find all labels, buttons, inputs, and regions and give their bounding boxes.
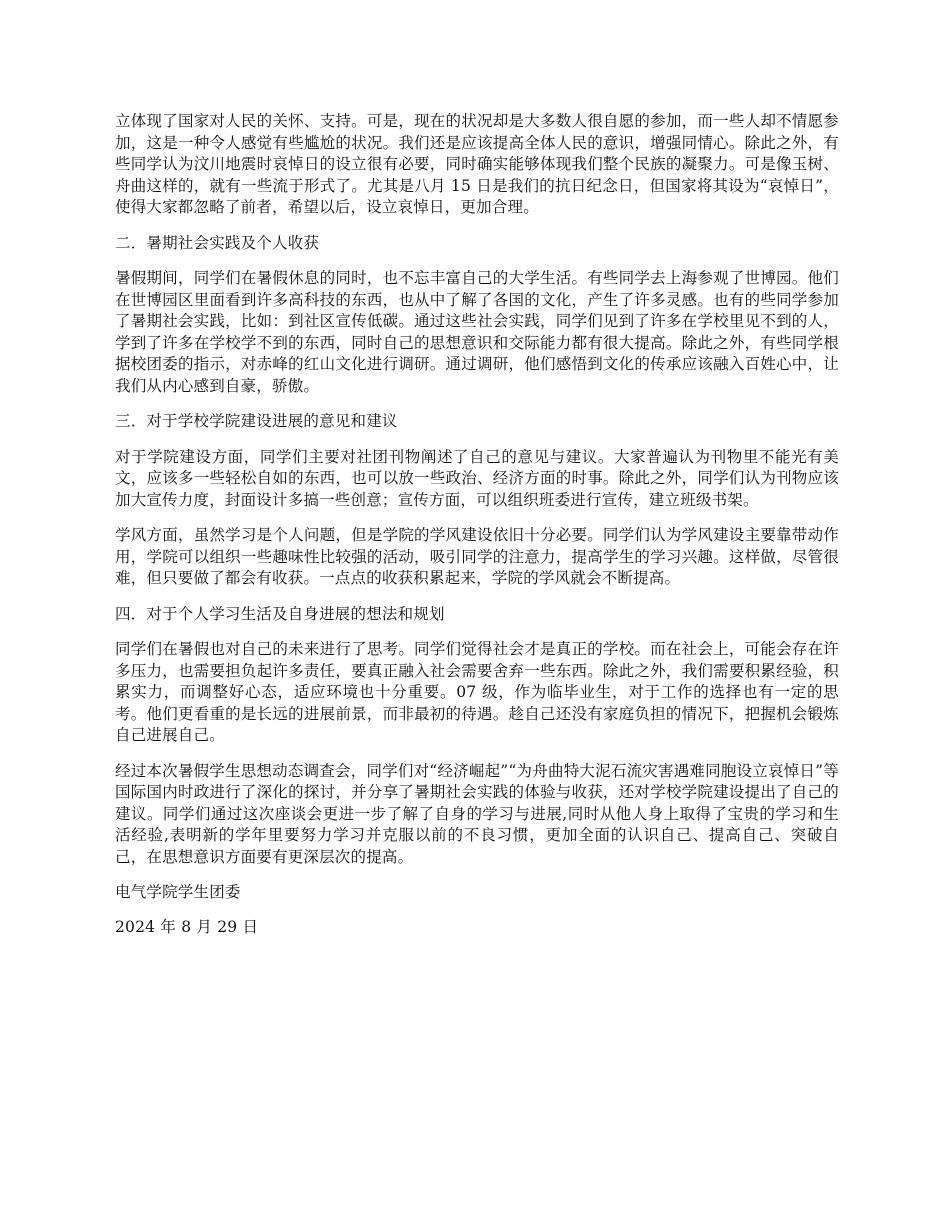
signature-date: 2024 年 8 月 29 日 — [115, 917, 259, 936]
paragraph-personal-plans: 同学们在暑假也对自己的未来进行了思考。同学们觉得社会才是真正的学校。而在社会上，可能会存在许多压力，也需要担负起许多责任，要真正融入社会需要舍弃一些东西。除此之外，我们需要积累经验，积累实力，而调整好心态，适应环境也十分重要。07 级，作为临毕业生，对于工作的选择也有一定的思考。他们更看重的是长远的进展前景，而非最初的待遇。趁自己还没有家庭负担的情况下，把握机会锻炼自己进展自己。 — [115, 640, 839, 744]
paragraph-college-construction: 对于学院建设方面，同学们主要对社团刊物阐述了自己的意见与建议。大家普遍认为刊物里不能光有美文，应该多一些轻松自如的东西，也可以放一些政治、经济方面的时事。除此之外，同学们认为刊物应该加大宣传力度，封面设计多搞一些创意；宣传方面，可以组织班委进行宣传，建立班级书架。 — [115, 447, 839, 509]
paragraph-mourning-day: 立体现了国家对人民的关怀、支持。可是，现在的状况却是大多数人很自愿的参加，而一些人却不情愿参加，这是一种令人感觉有些尴尬的状况。我们还是应该提高全体人民的意识，增强同情心。除此之外，有些同学认为汶川地震时哀悼日的设立很有必要，同时确实能够体现我们整个民族的凝聚力。可是像玉树、舟曲这样的，就有一些流于形式了。尤其是八月 15 日是我们的抗日纪念日，但国家将其设为“哀悼日”，使得大家都忽略了前者，希望以后，设立哀悼日，更加合理。 — [115, 112, 839, 216]
section-heading-2: 二．暑期社会实践及个人收获 — [115, 233, 320, 252]
paragraph-conclusion: 经过本次暑假学生思想动态调查会，同学们对“经济崛起”“为舟曲特大泥石流灾害遇难同胞设立哀悼日”等国际国内时政进行了深化的探讨，并分享了暑期社会实践的体验与收获，还对学校学院建设提出了自己的建议。同学们通过这次座谈会更进一步了解了自身的学习与进展,同时从他人身上取得了宝贵的学习和生活经验,表明新的学年里要努力学习并克服以前的不良习惯，更加全面的认识自己、提高自己、突破自己，在思想意识方面要有更深层次的提高。 — [115, 761, 839, 866]
paragraph-study-style: 学风方面，虽然学习是个人问题，但是学院的学风建设依旧十分必要。同学们认为学风建设主要靠带动作用，学院可以组织一些趣味性比较强的活动，吸引同学的注意力，提高学生的学习兴趣。这样做，尽管很难，但只要做了都会有收获。一点点的收获积累起来，学院的学风就会不断提高。 — [115, 526, 839, 587]
section-heading-3: 三．对于学校学院建设进展的意见和建议 — [115, 412, 398, 430]
section-heading-4: 四．对于个人学习生活及自身进展的想法和规划 — [115, 604, 445, 623]
document-page — [115, 111, 839, 951]
paragraph-summer-practice: 暑假期间，同学们在暑假休息的同时，也不忘丰富自己的大学生活。有些同学去上海参观了世博园。他们在世博园区里面看到许多高科技的东西，也从中了解了各国的文化，产生了许多灵感。也有的些同学参加了暑期社会实践，比如：到社区宣传低碳。通过这些社会实践，同学们见到了许多在学校里见不到的人，学到了许多在学校学不到的东西，同时自己的思想意识和交际能力都有很大提高。除此之外，有些同学根据校团委的指示，对赤峰的红山文化进行调研。通过调研，他们感悟到文化的传承应该融入百姓心中，让我们从内心感到自豪，骄傲。 — [115, 269, 839, 395]
signature-organization: 电气学院学生团委 — [115, 883, 241, 901]
